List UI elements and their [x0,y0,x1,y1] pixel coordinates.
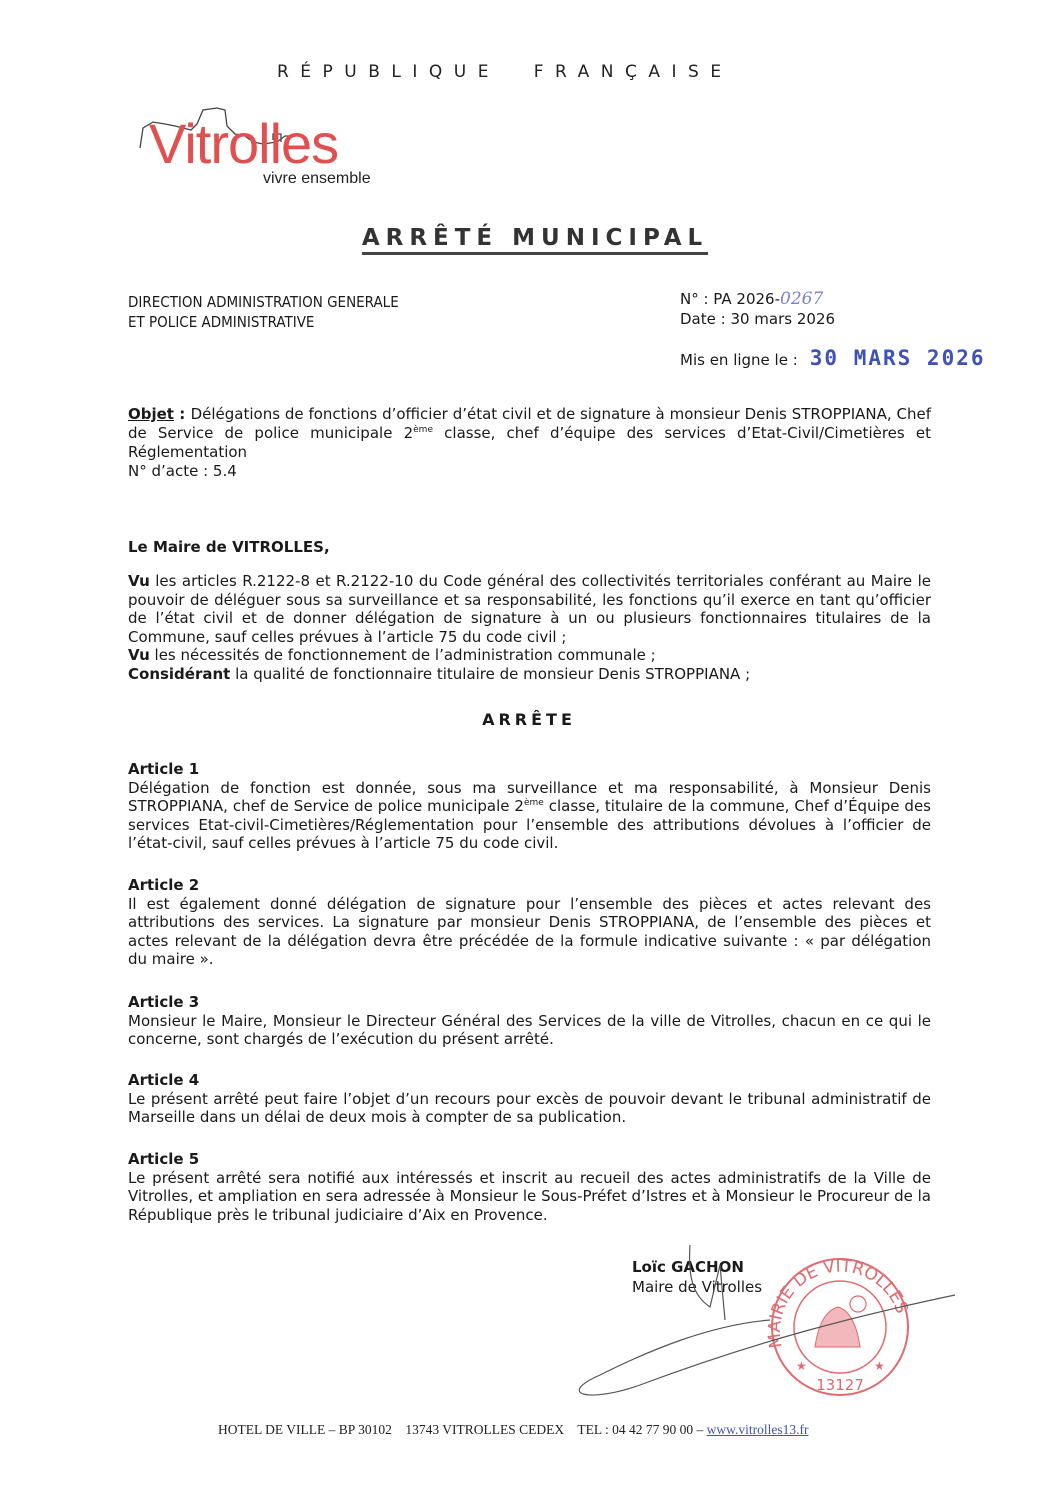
article-title: Article 2 [128,876,200,894]
online-date [680,346,986,370]
article-title: Article 4 [128,1071,200,1089]
direction-line-2: ET POLICE ADMINISTRATIVE [128,313,315,331]
reference-date: Date : 30 mars 2026 [680,310,836,328]
online-label: Mis en ligne le : [680,351,798,369]
article-4 [128,1071,931,1127]
article-text: Le présent arrêté sera notifié aux intéressés et inscrit au recueil des actes administratifs de la Ville de Vitrolles, et ampliation en sera adressée à Monsieur le Sous-Préfet d’Istres et à Monsieur le Procureur de la République près le tribunal judiciaire d’Aix en Provence. [128,1168,931,1224]
signatory-role: Maire de Vitrolles [632,1278,763,1296]
footer-address [218,1422,808,1438]
considerant-clause [128,665,931,684]
article-3 [128,993,931,1049]
article-text: Monsieur le Maire, Monsieur le Directeur Général des Services de la ville de Vitrolles, chacun en ce qui le concerne, sont chargés de l’exécution du présent arrêté. [128,1011,931,1048]
handwritten-signature [560,1235,960,1405]
reference-number [680,289,835,309]
document-title-text: ARRÊTÉ MUNICIPAL [362,225,708,255]
article-text: Il est également donné délégation de signature pour l’ensemble des pièces et actes relevant des attributions des services. La signature par monsieur Denis STROPPIANA, de l’ensemble des pièces et actes relevant de la délégation devra être précédée de la formule indicative suivante : « par délégation du maire ». [128,894,931,968]
article-text [128,779,931,853]
article-title: Article 5 [128,1150,200,1168]
reference-number-label: N° : PA 2026- [680,290,781,308]
issuing-direction [128,292,399,332]
subject-sup: ème [413,425,433,435]
subject-text-1: Délégations de fonctions d’officier d’état civil et de signature à monsieur Denis STROPPIANA, Chef de Service de police municipale 2 [128,405,931,442]
article-text-1: Délégation de fonction est donnée, sous ma surveillance et ma responsabilité, à Monsieur Denis STROPPIANA, chef de Service de police municipale 2 [128,778,931,815]
vu-clause-1 [128,572,931,646]
preamble-block [128,572,931,683]
considerant-text: la qualité de fonctionnaire titulaire de monsieur Denis STROPPIANA ; [230,664,751,683]
seal-postcode: 13127 [816,1376,864,1394]
article-1 [128,760,931,853]
vu-clause-2 [128,646,931,665]
subject-text [128,405,931,462]
signatory-name: Loïc GACHON [632,1258,744,1276]
reference-block [680,289,835,329]
svg-text:★: ★ [796,1359,807,1373]
article-title: Article 1 [128,760,200,778]
vu-text: les articles R.2122-8 et R.2122-10 du Code général des collectivités territoriales conférant au Maire le pouvoir de déléguer sous sa surveillance et sa responsabilité, les fonctions qu’il exerce en tant qu’officier de l’état civil et de donner délégation de signature à un ou plusieurs fonctionnaires titulaires de la Commune, sauf celles prévues à l’article 75 du code civil ; [128,572,931,646]
handwritten-number: 0267 [780,289,824,309]
article-title: Article 3 [128,993,200,1011]
document-title [0,225,1058,251]
arrete-heading: ARRÊTE [482,710,576,729]
vu-label: Vu [128,572,150,590]
vu-label: Vu [128,646,150,664]
online-date-stamp: 30 MARS 2026 [809,346,986,370]
article-5 [128,1150,931,1224]
mayor-heading: Le Maire de VITROLLES, [128,538,330,556]
act-number: N° d’acte : 5.4 [128,462,237,480]
svg-text:★: ★ [874,1359,885,1373]
subject-colon: : [173,405,191,423]
subject-label: Objet [128,405,174,423]
subject-text-2: classe, chef d’équipe des services d’Etat-Civil/Cimetières et Réglementation [128,424,931,461]
logo-tagline: vivre ensemble [263,170,371,187]
footer-address-text: HOTEL DE VILLE – BP 30102 13743 VITROLLES CEDEX TEL : 04 42 77 90 00 – [218,1422,707,1437]
article-sup: ème [523,798,544,808]
article-text: Le présent arrêté peut faire l’objet d’un recours pour excès de pouvoir devant le tribunal administratif de Marseille dans un délai de deux mois à compter de sa publication. [128,1089,931,1126]
logo-wordmark: Vitrolles [149,112,339,175]
vu-text: les nécessités de fonctionnement de l’administration communale ; [149,646,656,664]
article-text-2: classe, titulaire de la commune, Chef d’Équipe des services Etat-civil-Cimetières/Réglementation pour l’ensemble des attributions dévolues à l’officier de l’état-civil, sauf celles prévues à l’article 75 du code civil. [128,797,931,852]
vitrolles-logo [135,98,395,193]
republique-francaise-heading: RÉPUBLIQUE FRANÇAISE [277,62,733,82]
website-link[interactable]: www.vitrolles13.fr [706,1422,809,1437]
seal-text: MAIRIE DE VITROLLES [764,1256,912,1350]
subject-block [128,405,931,481]
direction-line-1: DIRECTION ADMINISTRATION GENERALE [128,293,399,311]
considerant-label: Considérant [128,664,231,683]
article-2 [128,876,931,969]
